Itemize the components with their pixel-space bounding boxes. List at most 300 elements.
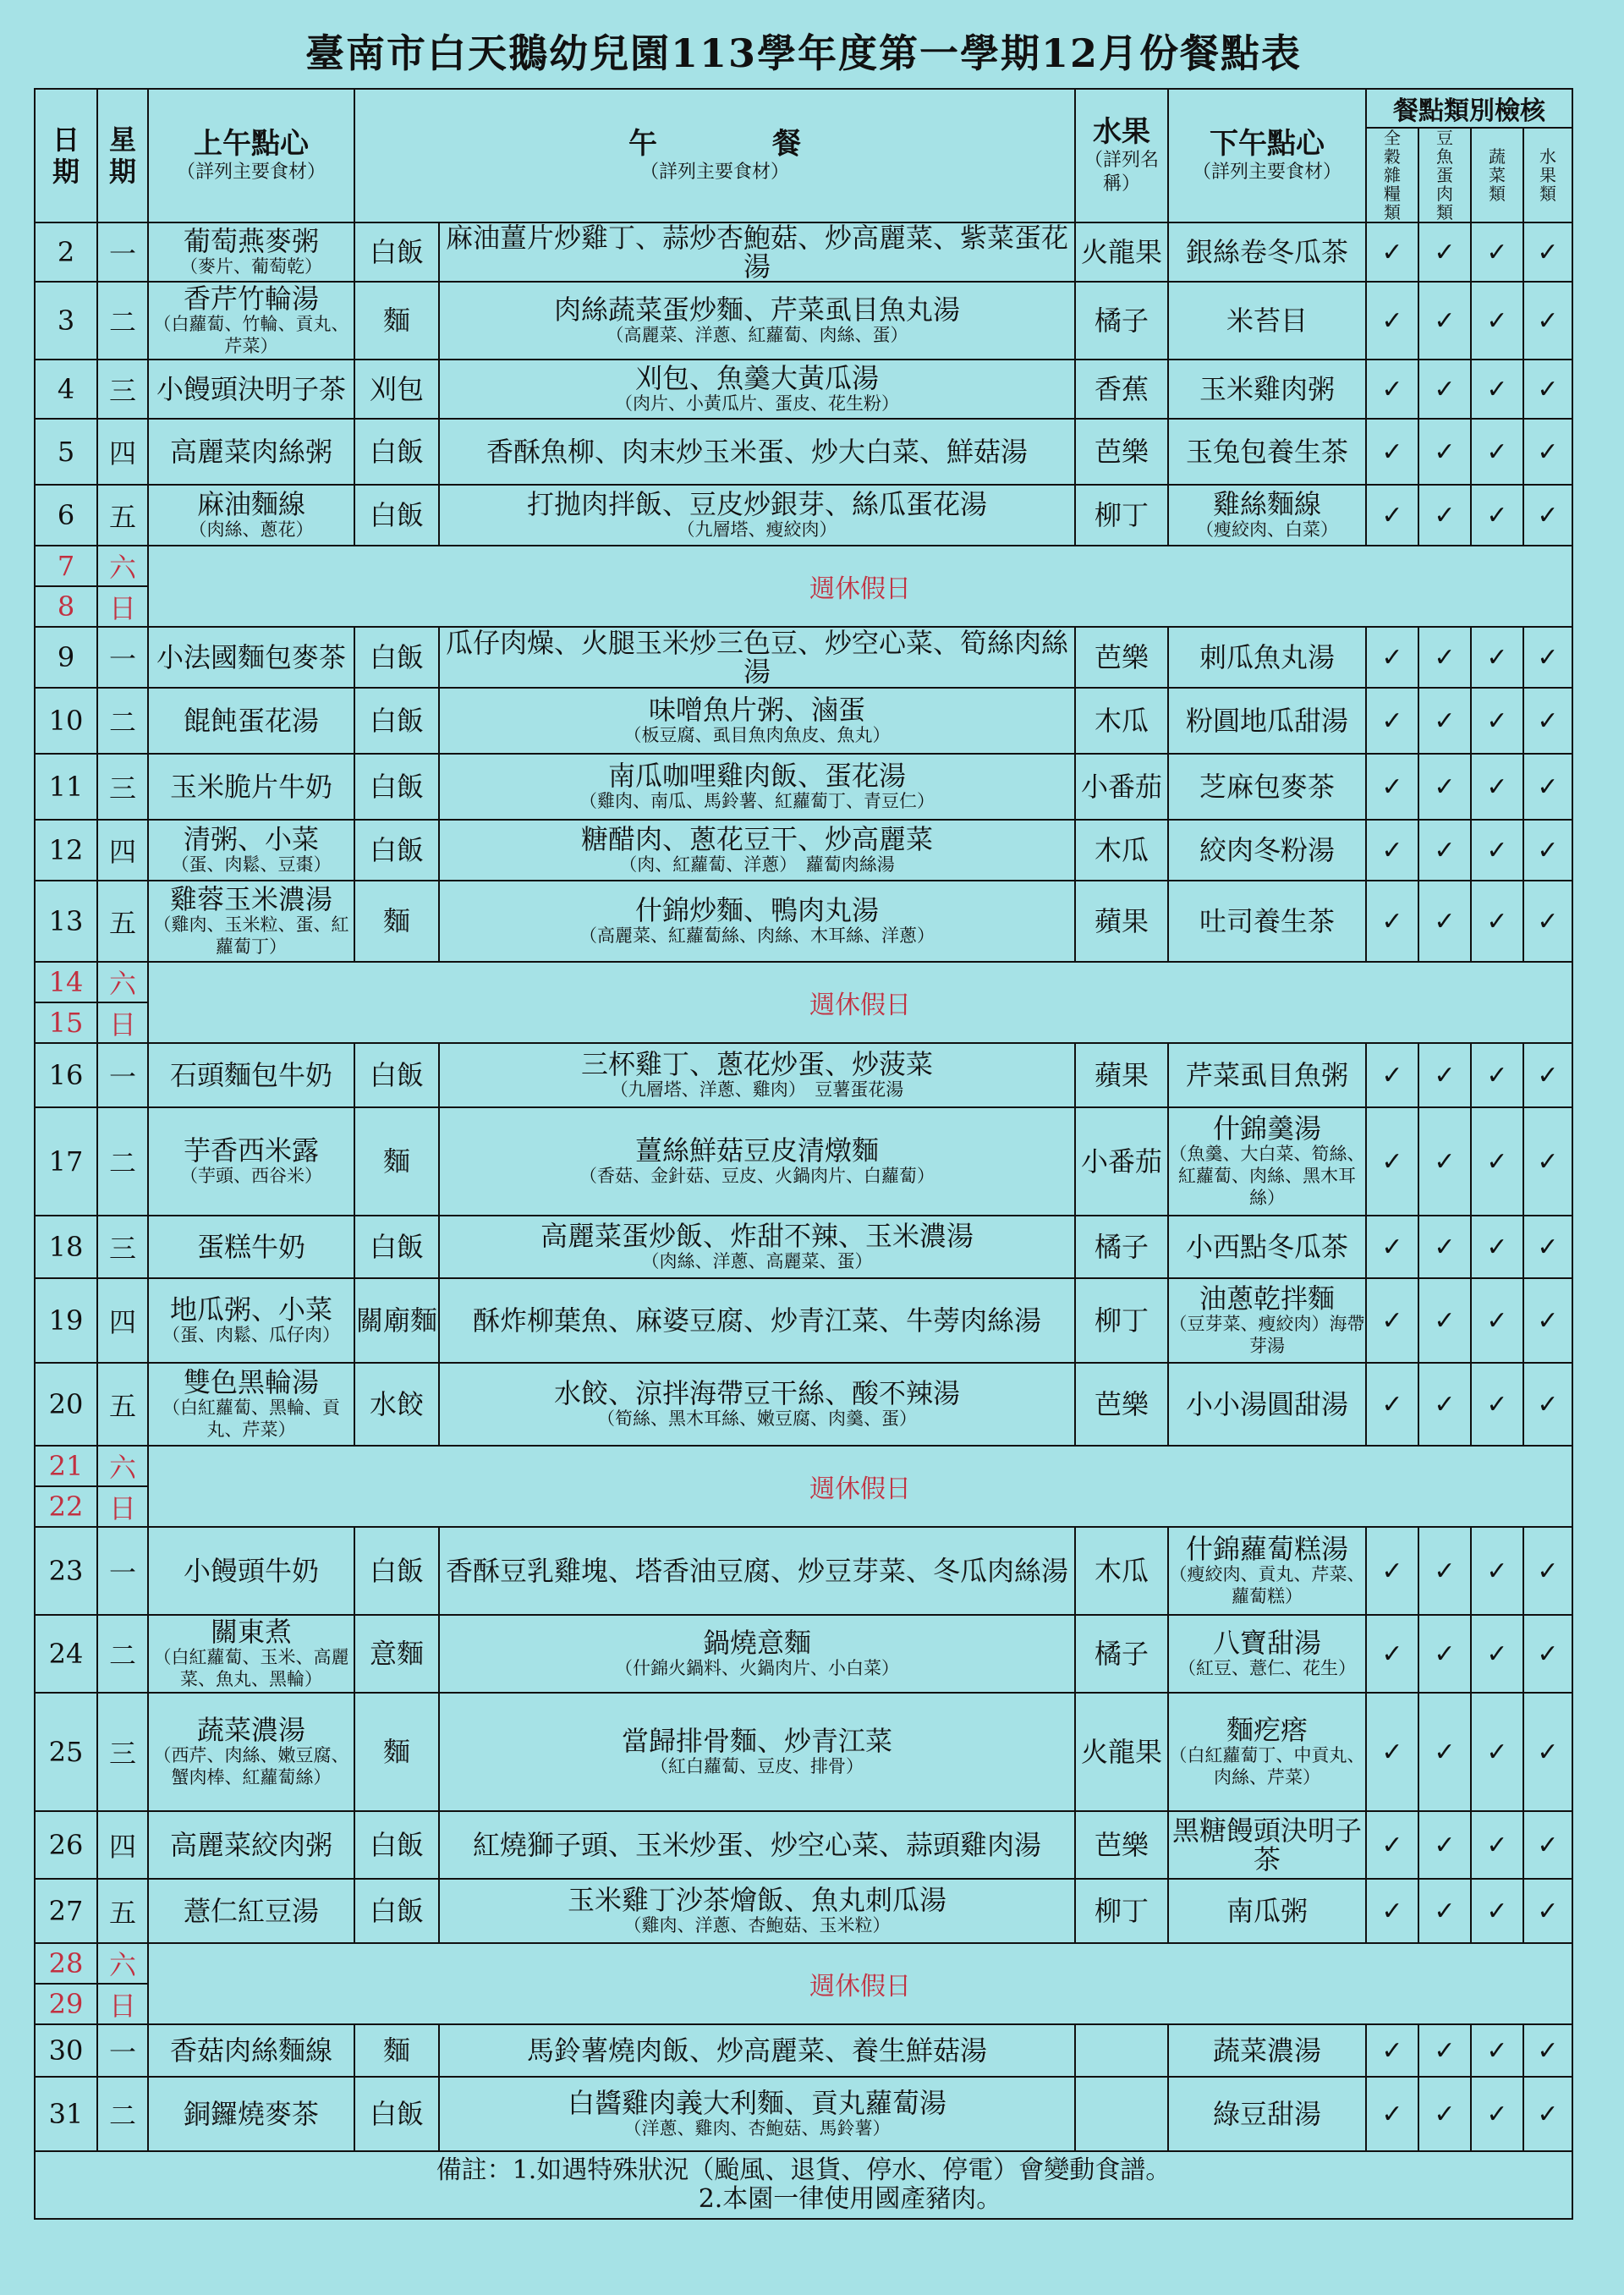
checkmark-icon: ✓ (1381, 374, 1403, 404)
checkmark-icon: ✓ (1537, 237, 1559, 267)
checkmark-icon: ✓ (1537, 1737, 1559, 1767)
check-vegetable-cell (1471, 688, 1523, 754)
afternoon-snack-name: 芝麻包麥茶 (1199, 771, 1335, 803)
fruit-cell: 香蕉 (1075, 360, 1168, 419)
lunch-ingredients: （雞肉、南瓜、馬鈴薯、紅蘿蔔丁、青豆仁） (579, 791, 935, 811)
fruit-cell (1075, 2077, 1168, 2151)
staple-cell: 麵 (354, 1693, 439, 1811)
date-cell: 10 (35, 688, 97, 754)
staple-cell: 白飯 (354, 2077, 439, 2151)
morning-snack-ingredients: （麥片、葡萄乾） (180, 256, 322, 277)
lunch-ingredients: （紅白蘿蔔、豆皮、排骨） (650, 1756, 864, 1776)
afternoon-snack-cell (1168, 1615, 1366, 1693)
fruit-cell: 柳丁 (1075, 1278, 1168, 1363)
fruit-cell: 木瓜 (1075, 1527, 1168, 1615)
checkmark-icon: ✓ (1434, 237, 1456, 267)
date-cell: 3 (35, 282, 97, 360)
staple-cell: 關廟麵 (354, 1278, 439, 1363)
checkmark-icon: ✓ (1381, 305, 1403, 336)
lunch-ingredients: （高麗菜、洋蔥、紅蘿蔔、肉絲、蛋） (606, 325, 908, 345)
checkmark-icon: ✓ (1381, 500, 1403, 530)
checkmark-icon: ✓ (1434, 374, 1456, 404)
afternoon-snack-name: 絞肉冬粉湯 (1199, 834, 1335, 866)
lunch-dishes: 三杯雞丁、蔥花炒蛋、炒菠菜 (580, 1048, 933, 1080)
weekday-cell: 日 (97, 586, 148, 627)
afternoon-snack-ingredients: （豆芽菜、瘦絞肉）海帶芽湯 (1169, 1314, 1365, 1356)
lunch-cell (439, 1527, 1075, 1615)
lunch-dishes: 當歸排骨麵、炒青江菜 (621, 1725, 892, 1757)
meal-row (35, 1811, 1572, 1879)
morning-snack-cell (148, 1615, 354, 1693)
checkmark-icon: ✓ (1381, 1232, 1403, 1262)
lunch-dishes: 肉絲蔬菜蛋炒麵、芹菜虱目魚丸湯 (553, 294, 960, 326)
check-fruit-cell (1523, 1615, 1572, 1693)
staple-cell: 白飯 (354, 1527, 439, 1615)
afternoon-snack-ingredients: （魚羹、大白菜、筍絲、紅蘿蔔、肉絲、黑木耳絲） (1169, 1144, 1365, 1208)
lunch-ingredients: （筍絲、黑木耳絲、嫩豆腐、肉羹、蛋） (597, 1408, 917, 1429)
check-grains-cell (1366, 1278, 1418, 1363)
morning-snack-cell (148, 282, 354, 360)
checkmark-icon: ✓ (1381, 1639, 1403, 1669)
weekday-cell: 五 (97, 881, 148, 962)
weekday-cell: 日 (97, 1984, 148, 2024)
lunch-ingredients: （肉、紅蘿蔔、洋蔥） 蘿蔔肉絲湯 (619, 854, 895, 875)
lunch-cell (439, 1278, 1075, 1363)
checkmark-icon: ✓ (1486, 771, 1508, 802)
fruit-cell: 橘子 (1075, 1615, 1168, 1693)
morning-snack-cell (148, 2077, 354, 2151)
checkmark-icon: ✓ (1486, 1060, 1508, 1090)
check-protein-cell (1418, 881, 1471, 962)
check-grains-cell (1366, 1693, 1418, 1811)
lunch-cell (439, 419, 1075, 485)
date-cell: 16 (35, 1043, 97, 1107)
afternoon-snack-ingredients: （白紅蘿蔔丁、中貢丸、肉絲、芹菜） (1169, 1745, 1365, 1787)
check-protein-cell (1418, 1879, 1471, 1943)
checkmark-icon: ✓ (1434, 1830, 1456, 1860)
staple-cell: 刈包 (354, 360, 439, 419)
check-grains-cell (1366, 419, 1418, 485)
morning-snack-name: 高麗菜絞肉粥 (169, 1829, 332, 1861)
weekday-cell: 四 (97, 419, 148, 485)
checkmark-icon: ✓ (1486, 2099, 1508, 2129)
lunch-dishes: 酥炸柳葉魚、麻婆豆腐、炒青江菜、牛蒡肉絲湯 (472, 1304, 1041, 1337)
weekday-cell: 三 (97, 1216, 148, 1278)
check-grains-cell (1366, 2024, 1418, 2077)
check-fruit-cell (1523, 1811, 1572, 1879)
lunch-cell (439, 754, 1075, 820)
checkmark-icon: ✓ (1486, 1830, 1508, 1860)
check-grains-cell (1366, 1216, 1418, 1278)
morning-snack-name: 香菇肉絲麵線 (169, 2034, 332, 2067)
lunch-cell (439, 222, 1075, 282)
weekday-cell: 一 (97, 1043, 148, 1107)
check-vegetable-cell (1471, 1527, 1523, 1615)
staple-cell: 麵 (354, 1107, 439, 1216)
weekend-holiday-label: 週休假日 (148, 1943, 1572, 2024)
check-protein-cell (1418, 1615, 1471, 1693)
meal-row (35, 1879, 1572, 1943)
afternoon-snack-cell (1168, 1107, 1366, 1216)
check-fruit-cell (1523, 688, 1572, 754)
checkmark-icon: ✓ (1381, 436, 1403, 467)
check-vegetable-cell (1471, 1216, 1523, 1278)
header-check-protein: 豆魚蛋肉類 (1418, 128, 1471, 222)
morning-snack-name: 銅鑼燒麥茶 (183, 2098, 319, 2130)
weekday-cell: 五 (97, 1363, 148, 1446)
lunch-dishes: 南瓜咖哩雞肉飯、蛋花湯 (607, 760, 906, 792)
checkmark-icon: ✓ (1537, 500, 1559, 530)
weekday-cell: 二 (97, 1615, 148, 1693)
afternoon-snack-name: 蔬菜濃湯 (1212, 2034, 1321, 2067)
staple-cell: 麵 (354, 2024, 439, 2077)
morning-snack-name: 地瓜粥、小菜 (169, 1293, 332, 1326)
checkmark-icon: ✓ (1486, 835, 1508, 865)
fruit-cell (1075, 2024, 1168, 2077)
morning-snack-cell (148, 1278, 354, 1363)
checkmark-icon: ✓ (1537, 642, 1559, 673)
checkmark-icon: ✓ (1381, 237, 1403, 267)
morning-snack-name: 葡萄燕麥粥 (183, 225, 319, 257)
staple-cell: 白飯 (354, 1216, 439, 1278)
checkmark-icon: ✓ (1434, 2099, 1456, 2129)
afternoon-snack-name: 雞絲麵線 (1212, 488, 1321, 520)
weekday-cell: 二 (97, 2077, 148, 2151)
check-protein-cell (1418, 2024, 1471, 2077)
checkmark-icon: ✓ (1434, 1060, 1456, 1090)
date-cell: 18 (35, 1216, 97, 1278)
check-fruit-cell (1523, 485, 1572, 546)
checkmark-icon: ✓ (1537, 2099, 1559, 2129)
afternoon-snack-name: 米苔目 (1226, 305, 1308, 337)
date-cell: 23 (35, 1527, 97, 1615)
checkmark-icon: ✓ (1434, 1389, 1456, 1419)
checkmark-icon: ✓ (1537, 374, 1559, 404)
morning-snack-cell (148, 820, 354, 881)
checkmark-icon: ✓ (1381, 2099, 1403, 2129)
checkmark-icon: ✓ (1537, 1305, 1559, 1336)
check-grains-cell (1366, 485, 1418, 546)
check-fruit-cell (1523, 1216, 1572, 1278)
notes-cell (35, 2151, 1572, 2219)
morning-snack-cell (148, 1693, 354, 1811)
check-fruit-cell (1523, 2024, 1572, 2077)
afternoon-snack-cell (1168, 820, 1366, 881)
checkmark-icon: ✓ (1381, 1737, 1403, 1767)
morning-snack-name: 小法國麵包麥茶 (156, 641, 346, 673)
meal-row (35, 282, 1572, 360)
checkmark-icon: ✓ (1434, 1146, 1456, 1177)
fruit-cell: 柳丁 (1075, 1879, 1168, 1943)
note-line-2: 2.本園一律使用國產豬肉。 (698, 2184, 1002, 2214)
fruit-cell: 芭樂 (1075, 419, 1168, 485)
morning-snack-name: 餛飩蛋花湯 (183, 705, 319, 737)
afternoon-snack-name: 黑糖饅頭決明子茶 (1171, 1815, 1362, 1875)
checkmark-icon: ✓ (1381, 2035, 1403, 2066)
afternoon-snack-ingredients: （瘦絞肉、貢丸、芹菜、蘿蔔糕） (1169, 1564, 1365, 1606)
morning-snack-name: 小饅頭決明子茶 (156, 373, 346, 405)
lunch-ingredients: （洋蔥、雞肉、杏鮑菇、馬鈴薯） (623, 2118, 891, 2139)
staple-cell: 白飯 (354, 222, 439, 282)
check-vegetable-cell (1471, 1107, 1523, 1216)
date-cell: 2 (35, 222, 97, 282)
lunch-dishes: 玉米雞丁沙茶燴飯、魚丸刺瓜湯 (567, 1884, 946, 1916)
morning-snack-cell (148, 754, 354, 820)
lunch-cell (439, 1879, 1075, 1943)
morning-snack-ingredients: （蛋、肉鬆、瓜仔肉） (162, 1325, 340, 1345)
lunch-dishes: 香酥豆乳雞塊、塔香油豆腐、炒豆芽菜、冬瓜肉絲湯 (445, 1555, 1068, 1587)
afternoon-snack-cell (1168, 222, 1366, 282)
weekday-cell: 三 (97, 1693, 148, 1811)
afternoon-snack-name: 刺瓜魚丸湯 (1199, 641, 1335, 673)
check-protein-cell (1418, 419, 1471, 485)
check-protein-cell (1418, 485, 1471, 546)
checkmark-icon: ✓ (1537, 436, 1559, 467)
holiday-row (35, 1943, 1572, 1984)
afternoon-snack-name: 銀絲卷冬瓜茶 (1185, 236, 1348, 268)
lunch-cell (439, 2024, 1075, 2077)
fruit-cell: 木瓜 (1075, 688, 1168, 754)
meal-row (35, 881, 1572, 962)
morning-snack-name: 小饅頭牛奶 (183, 1555, 319, 1587)
date-cell: 29 (35, 1984, 97, 2024)
staple-cell: 白飯 (354, 754, 439, 820)
checkmark-icon: ✓ (1486, 1305, 1508, 1336)
checkmark-icon: ✓ (1537, 1232, 1559, 1262)
check-fruit-cell (1523, 627, 1572, 688)
afternoon-snack-cell (1168, 1278, 1366, 1363)
check-fruit-cell (1523, 754, 1572, 820)
date-cell: 21 (35, 1446, 97, 1486)
staple-cell: 麵 (354, 881, 439, 962)
check-fruit-cell (1523, 1879, 1572, 1943)
header-check-group: 餐點類別檢核 (1366, 89, 1572, 128)
meal-row (35, 1527, 1572, 1615)
lunch-cell (439, 1363, 1075, 1446)
weekday-cell: 四 (97, 1811, 148, 1879)
check-grains-cell (1366, 1363, 1418, 1446)
weekday-cell: 六 (97, 546, 148, 586)
lunch-cell (439, 2077, 1075, 2151)
afternoon-snack-name: 什錦羹湯 (1212, 1112, 1321, 1145)
morning-snack-name: 石頭麵包牛奶 (169, 1059, 332, 1091)
check-grains-cell (1366, 881, 1418, 962)
weekday-cell: 六 (97, 1943, 148, 1984)
lunch-cell (439, 881, 1075, 962)
checkmark-icon: ✓ (1381, 706, 1403, 736)
weekday-cell: 日 (97, 1486, 148, 1527)
check-vegetable-cell (1471, 1363, 1523, 1446)
checkmark-icon: ✓ (1486, 1232, 1508, 1262)
weekday-cell: 一 (97, 1527, 148, 1615)
checkmark-icon: ✓ (1434, 1896, 1456, 1926)
afternoon-snack-cell (1168, 1879, 1366, 1943)
check-fruit-cell (1523, 1527, 1572, 1615)
morning-snack-name: 雞蓉玉米濃湯 (169, 883, 332, 915)
check-vegetable-cell (1471, 1615, 1523, 1693)
checkmark-icon: ✓ (1537, 305, 1559, 336)
check-fruit-cell (1523, 1363, 1572, 1446)
check-protein-cell (1418, 754, 1471, 820)
morning-snack-ingredients: （白紅蘿蔔、黑輪、貢丸、芹菜） (162, 1397, 340, 1440)
checkmark-icon: ✓ (1486, 1146, 1508, 1177)
check-fruit-cell (1523, 1043, 1572, 1107)
afternoon-snack-cell (1168, 1693, 1366, 1811)
date-cell: 12 (35, 820, 97, 881)
afternoon-snack-ingredients: （瘦絞肉、白菜） (1196, 519, 1338, 540)
check-grains-cell (1366, 222, 1418, 282)
checkmark-icon: ✓ (1537, 1389, 1559, 1419)
note-line-1: 備註：1.如遇特殊狀況（颱風、退貨、停水、停電）會變動食譜。 (436, 2155, 1171, 2185)
meal-row (35, 1216, 1572, 1278)
fruit-cell: 芭樂 (1075, 1811, 1168, 1879)
check-protein-cell (1418, 360, 1471, 419)
afternoon-snack-cell (1168, 1363, 1366, 1446)
meal-row (35, 820, 1572, 881)
morning-snack-cell (148, 1811, 354, 1879)
check-vegetable-cell (1471, 419, 1523, 485)
checkmark-icon: ✓ (1486, 500, 1508, 530)
check-protein-cell (1418, 222, 1471, 282)
checkmark-icon: ✓ (1486, 237, 1508, 267)
afternoon-snack-cell (1168, 485, 1366, 546)
lunch-dishes: 水餃、涼拌海帶豆干絲、酸不辣湯 (553, 1377, 960, 1409)
fruit-cell: 芭樂 (1075, 1363, 1168, 1446)
date-cell: 13 (35, 881, 97, 962)
check-grains-cell (1366, 282, 1418, 360)
check-fruit-cell (1523, 2077, 1572, 2151)
header-weekday: 星期 (97, 89, 148, 222)
checkmark-icon: ✓ (1537, 1146, 1559, 1177)
header-check-fruit: 水果類 (1523, 128, 1572, 222)
check-vegetable-cell (1471, 1879, 1523, 1943)
checkmark-icon: ✓ (1381, 1896, 1403, 1926)
morning-snack-ingredients: （西芹、肉絲、嫩豆腐、蟹肉棒、紅蘿蔔絲） (153, 1745, 349, 1787)
check-fruit-cell (1523, 1107, 1572, 1216)
checkmark-icon: ✓ (1381, 1146, 1403, 1177)
weekday-cell: 四 (97, 820, 148, 881)
lunch-dishes: 刈包、魚羹大黃瓜湯 (634, 362, 879, 394)
weekday-cell: 六 (97, 962, 148, 1002)
meal-row (35, 419, 1572, 485)
meal-row (35, 1278, 1572, 1363)
check-vegetable-cell (1471, 222, 1523, 282)
morning-snack-ingredients: （雞肉、玉米粒、蛋、紅蘿蔔丁） (153, 914, 349, 957)
lunch-ingredients: （雞肉、洋蔥、杏鮑菇、玉米粒） (623, 1915, 891, 1935)
checkmark-icon: ✓ (1434, 2035, 1456, 2066)
morning-snack-name: 蛋糕牛奶 (196, 1231, 305, 1263)
lunch-ingredients: （九層塔、瘦絞肉） (677, 519, 837, 540)
checkmark-icon: ✓ (1486, 436, 1508, 467)
afternoon-snack-cell (1168, 282, 1366, 360)
check-protein-cell (1418, 1527, 1471, 1615)
meal-row (35, 485, 1572, 546)
afternoon-snack-cell (1168, 419, 1366, 485)
holiday-row (35, 1446, 1572, 1486)
check-fruit-cell (1523, 222, 1572, 282)
check-vegetable-cell (1471, 754, 1523, 820)
check-vegetable-cell (1471, 2077, 1523, 2151)
check-protein-cell (1418, 1216, 1471, 1278)
header-check-grains: 全穀雜糧類 (1366, 128, 1418, 222)
meal-row (35, 627, 1572, 688)
checkmark-icon: ✓ (1486, 1389, 1508, 1419)
checkmark-icon: ✓ (1537, 771, 1559, 802)
check-protein-cell (1418, 1043, 1471, 1107)
fruit-cell: 蘋果 (1075, 1043, 1168, 1107)
checkmark-icon: ✓ (1486, 642, 1508, 673)
checkmark-icon: ✓ (1434, 500, 1456, 530)
check-fruit-cell (1523, 360, 1572, 419)
afternoon-snack-name: 吐司養生茶 (1199, 905, 1335, 937)
weekday-cell: 二 (97, 688, 148, 754)
check-grains-cell (1366, 1615, 1418, 1693)
lunch-ingredients: （肉絲、洋蔥、高麗菜、蛋） (641, 1251, 873, 1271)
checkmark-icon: ✓ (1537, 906, 1559, 936)
morning-snack-cell (148, 2024, 354, 2077)
staple-cell: 白飯 (354, 688, 439, 754)
date-cell: 27 (35, 1879, 97, 1943)
afternoon-snack-name: 油蔥乾拌麵 (1199, 1282, 1335, 1315)
checkmark-icon: ✓ (1537, 1060, 1559, 1090)
meal-row (35, 754, 1572, 820)
check-grains-cell (1366, 360, 1418, 419)
date-cell: 25 (35, 1693, 97, 1811)
checkmark-icon: ✓ (1486, 1639, 1508, 1669)
lunch-dishes: 什錦炒麵、鴨肉丸湯 (634, 894, 879, 926)
header-fruit: 水果 （詳列名稱） (1075, 89, 1168, 222)
fruit-cell: 橘子 (1075, 1216, 1168, 1278)
lunch-ingredients: （九層塔、洋蔥、雞肉） 豆薯蛋花湯 (610, 1079, 904, 1100)
afternoon-snack-cell (1168, 881, 1366, 962)
checkmark-icon: ✓ (1381, 906, 1403, 936)
page-title: 臺南市白天鵝幼兒園113學年度第一學期12月份餐點表 (304, 30, 1303, 76)
checkmark-icon: ✓ (1381, 771, 1403, 802)
header-morning-snack: 上午點心 （詳列主要食材） (148, 89, 354, 222)
lunch-cell (439, 282, 1075, 360)
lunch-dishes: 麻油薑片炒雞丁、蒜炒杏鮑菇、炒高麗菜、紫菜蛋花湯 (445, 222, 1068, 282)
morning-snack-ingredients: （芋頭、西谷米） (180, 1166, 322, 1186)
check-vegetable-cell (1471, 360, 1523, 419)
morning-snack-ingredients: （白蘿蔔、竹輪、貢丸、芹菜） (153, 314, 349, 356)
meal-row (35, 1693, 1572, 1811)
meal-row (35, 688, 1572, 754)
meal-row (35, 1107, 1572, 1216)
morning-snack-ingredients: （白紅蘿蔔、玉米、高麗菜、魚丸、黑輪） (153, 1647, 349, 1689)
checkmark-icon: ✓ (1381, 1556, 1403, 1586)
morning-snack-cell (148, 1879, 354, 1943)
checkmark-icon: ✓ (1434, 1639, 1456, 1669)
check-protein-cell (1418, 1107, 1471, 1216)
lunch-cell (439, 688, 1075, 754)
meal-row (35, 2024, 1572, 2077)
checkmark-icon: ✓ (1434, 1556, 1456, 1586)
afternoon-snack-name: 麵疙瘩 (1226, 1714, 1308, 1746)
notes-row (35, 2151, 1572, 2219)
check-grains-cell (1366, 754, 1418, 820)
check-grains-cell (1366, 1043, 1418, 1107)
date-cell: 28 (35, 1943, 97, 1984)
staple-cell: 意麵 (354, 1615, 439, 1693)
date-cell: 17 (35, 1107, 97, 1216)
checkmark-icon: ✓ (1434, 771, 1456, 802)
afternoon-snack-name: 芹菜虱目魚粥 (1185, 1059, 1348, 1091)
weekend-holiday-label: 週休假日 (148, 1446, 1572, 1527)
check-fruit-cell (1523, 1278, 1572, 1363)
staple-cell: 水餃 (354, 1363, 439, 1446)
meal-row (35, 1615, 1572, 1693)
header-afternoon-snack: 下午點心 （詳列主要食材） (1168, 89, 1366, 222)
